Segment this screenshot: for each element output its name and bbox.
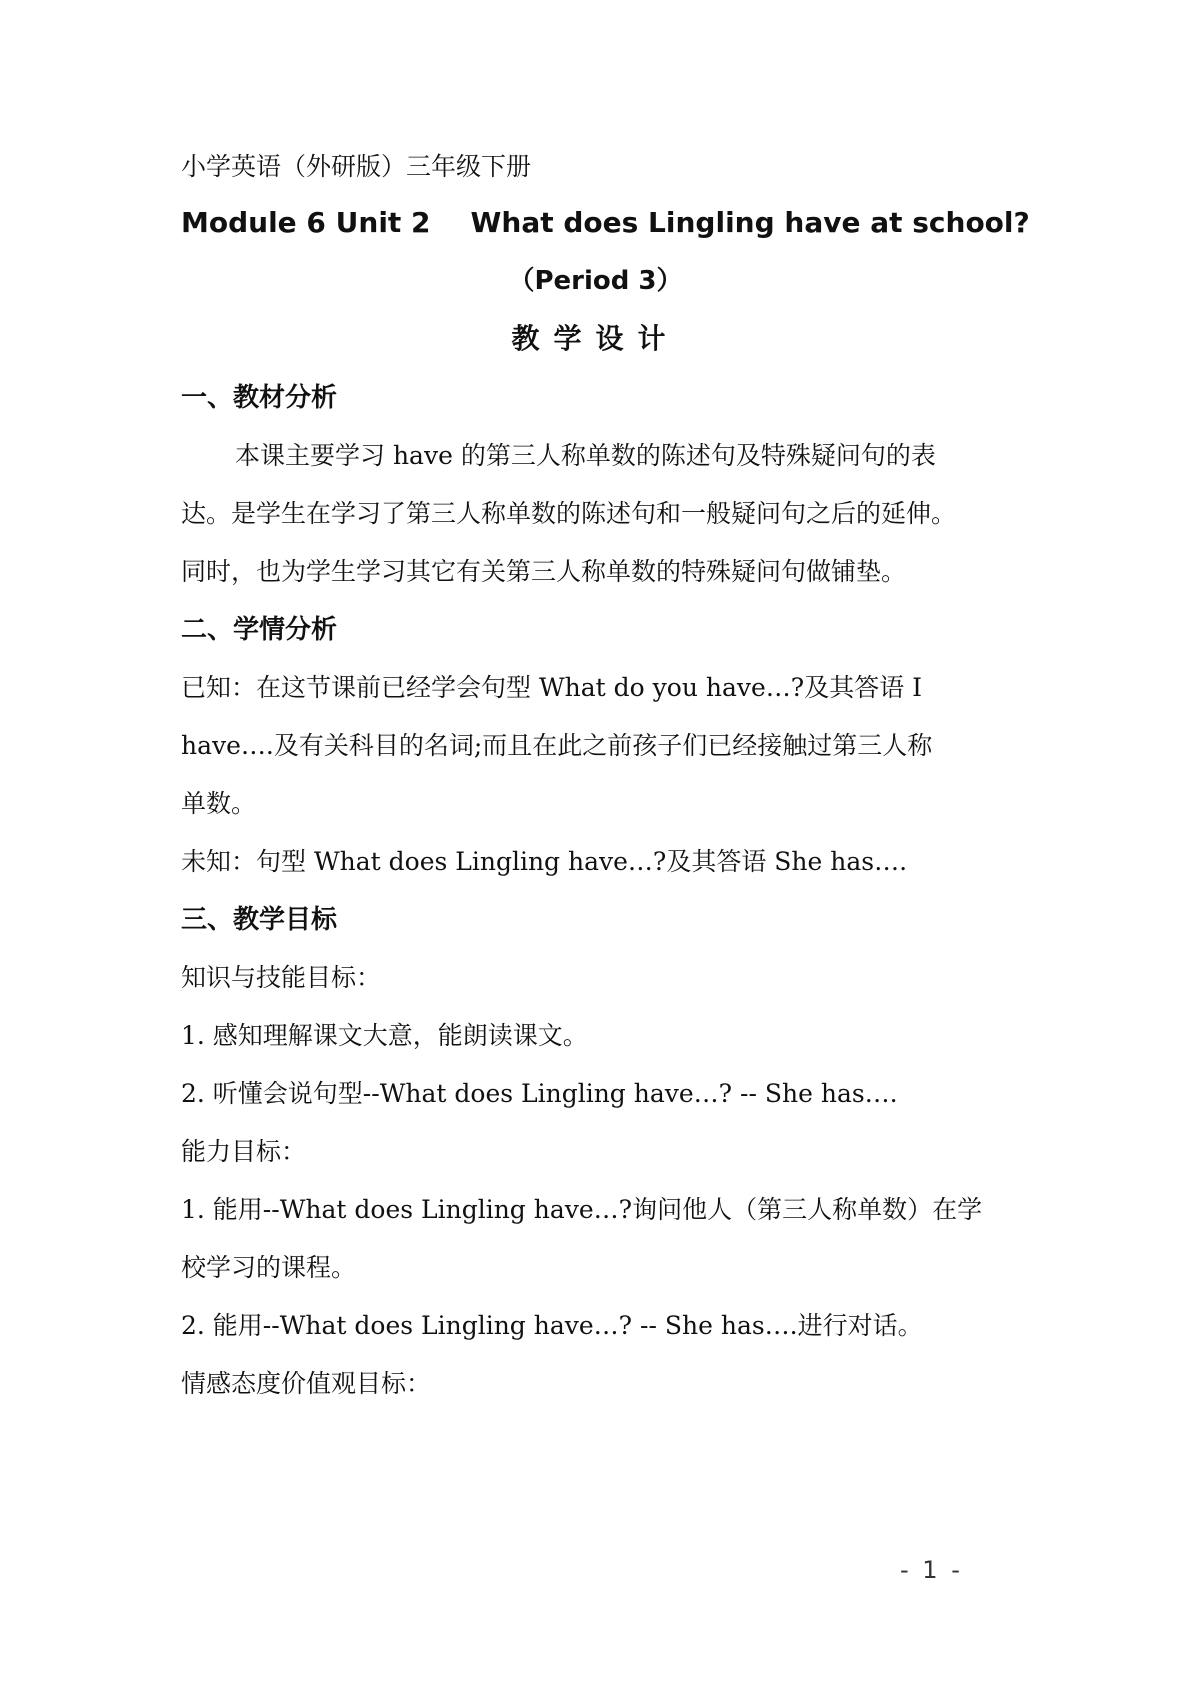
goal-item-3: 1. 能用--What does Lingling have…?询问他人（第三人称单数）在学 <box>181 1195 983 1224</box>
goal-item-2: 2. 听懂会说句型--What does Lingling have…? -- She has…. <box>181 1079 898 1108</box>
doc-type: 教学设计 <box>511 322 680 355</box>
section-heading-2: 二、学情分析 <box>181 615 338 645</box>
goal-item-3-continued: 校学习的课程。 <box>181 1253 357 1282</box>
section-2-paragraph-line-2: have….及有关科目的名词;而且在此之前孩子们已经接触过第三人称 <box>181 731 933 760</box>
goal-item-4: 2. 能用--What does Lingling have…? -- She has….进行对话。 <box>181 1311 923 1340</box>
title-module-unit-label: Module 6 Unit 2 <box>181 206 431 239</box>
section-heading-3: 三、教学目标 <box>181 905 338 935</box>
section-2-paragraph-line-3: 单数。 <box>181 789 257 818</box>
section-1-paragraph-line-3: 同时，也为学生学习其它有关第三人称单数的特殊疑问句做铺垫。 <box>181 557 907 586</box>
section-1-paragraph-line-2: 达。是学生在学习了第三人称单数的陈述句和一般疑问句之后的延伸。 <box>181 499 957 528</box>
subheading-ability: 能力目标： <box>181 1137 307 1166</box>
section-heading-1: 一、教材分析 <box>181 383 338 413</box>
section-1-paragraph-line-1: 本课主要学习 have 的第三人称单数的陈述句及特殊疑问句的表 <box>235 441 936 470</box>
goal-item-1: 1. 感知理解课文大意，能朗读课文。 <box>181 1021 588 1050</box>
page-number: - 1 - <box>900 1556 963 1584</box>
title-module-unit <box>181 206 1030 240</box>
title-question: What does Lingling have at school? <box>470 206 1030 239</box>
section-2-paragraph-line-1: 已知：在这节课前已经学会句型 What do you have…?及其答语 I <box>181 673 923 702</box>
section-2-paragraph-line-4: 未知：句型 What does Lingling have…?及其答语 She has…. <box>181 847 908 876</box>
subheading-values: 情感态度价值观目标： <box>181 1369 432 1398</box>
course-line: 小学英语（外研版）三年级下册 <box>181 152 532 181</box>
subheading-knowledge-skills: 知识与技能目标： <box>181 963 382 992</box>
period-line: （Period 3） <box>508 266 683 296</box>
